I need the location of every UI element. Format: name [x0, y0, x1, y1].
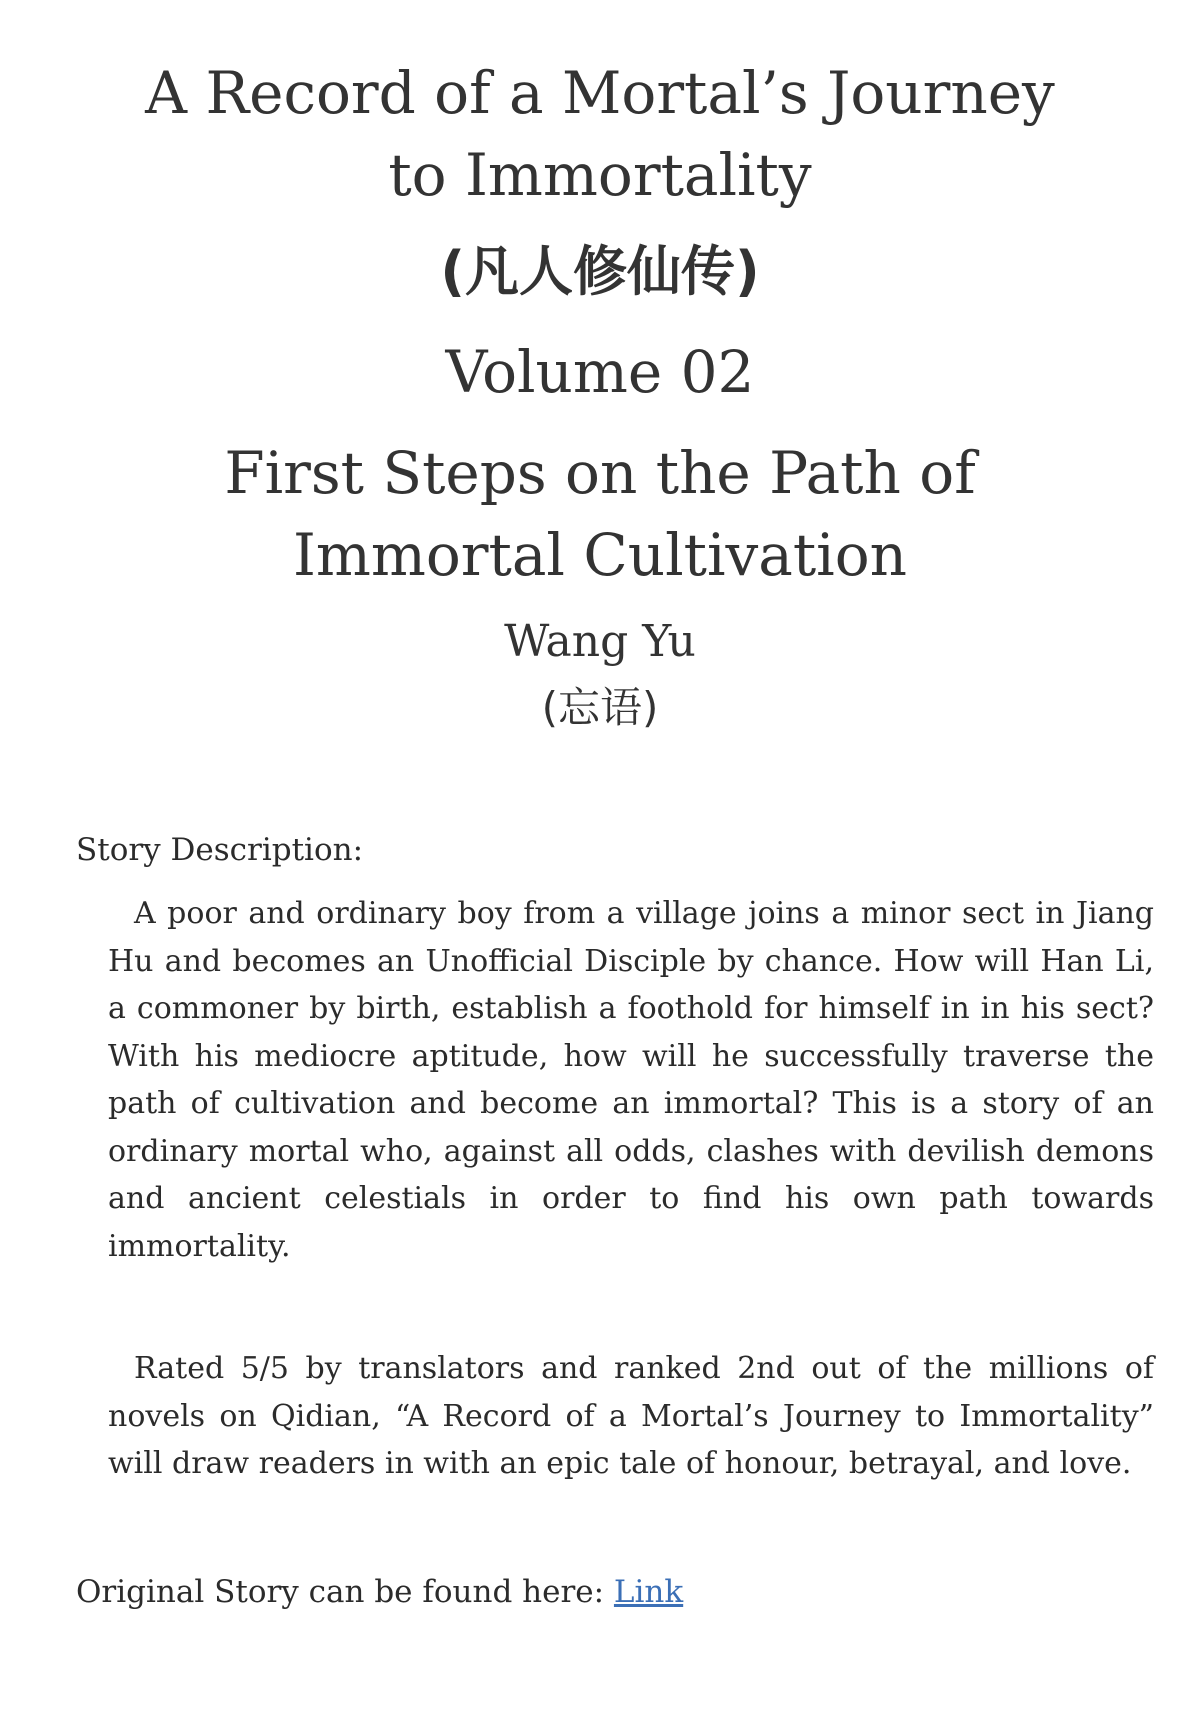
- author-chinese-name: (忘语): [541, 683, 659, 732]
- original-story-text: Original Story can be found here:: [76, 1574, 614, 1610]
- story-description-paragraph: A poor and ordinary boy from a village joins a minor sect in Jiang Hu and becomes an Unofficial Disciple by chance. How will Han Li, a commoner by birth, establish a foothold for himself in in his sect? With his mediocre aptitude, how will he successfully traverse the path of cultivation and become an immortal? This is a story of an ordinary mortal who, against all odds, clashes with devilish demons and ancient celestials in order to find his own path towards immortality.: [108, 896, 1154, 1264]
- volume-number: Volume 02: [445, 338, 755, 406]
- original-story-line: [76, 1570, 683, 1614]
- author-name: Wang Yu: [504, 616, 696, 667]
- chinese-title: (凡人修仙传): [440, 240, 760, 303]
- story-description-label: Story Description:: [76, 832, 364, 868]
- original-story-link[interactable]: Link: [613, 1574, 684, 1610]
- volume-title: First Steps on the Path of Immortal Cultivation: [224, 439, 976, 589]
- book-title: A Record of a Mortal’s Journey to Immortality: [145, 59, 1055, 209]
- rating-paragraph: Rated 5/5 by translators and ranked 2nd out of the millions of novels on Qidian, “A Record of a Mortal’s Journey to Immortality” will draw readers in with an epic tale of honour, betrayal, and love.: [108, 1351, 1154, 1481]
